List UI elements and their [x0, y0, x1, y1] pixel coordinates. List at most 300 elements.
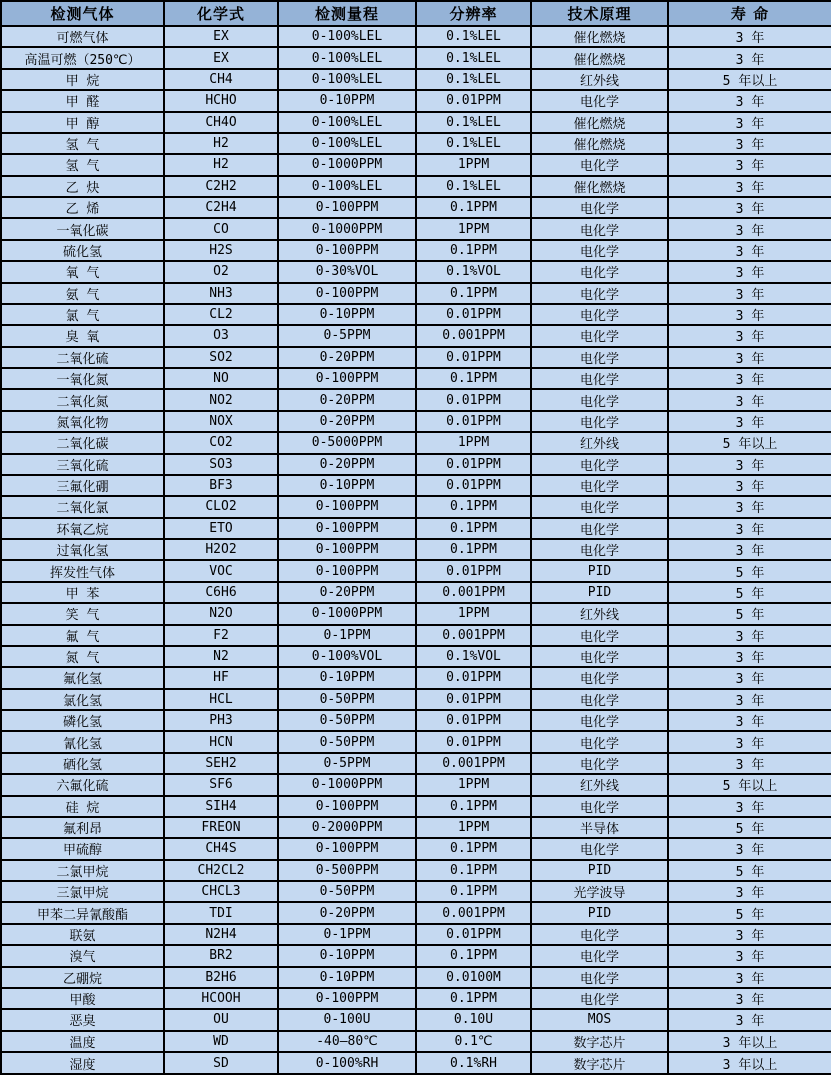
table-cell: 0-30%VOL: [278, 261, 416, 282]
table-cell: 电化学: [531, 411, 668, 432]
table-cell: 0-100%LEL: [278, 133, 416, 154]
table-cell: SO2: [164, 347, 278, 368]
table-cell: 电化学: [531, 218, 668, 239]
table-cell: 1PPM: [416, 432, 531, 453]
table-row: [1, 475, 831, 496]
table-cell: 红外线: [531, 432, 668, 453]
table-cell: 电化学: [531, 475, 668, 496]
table-cell: 1PPM: [416, 603, 531, 624]
table-cell: 六氟化硫: [1, 774, 164, 795]
table-cell: 电化学: [531, 924, 668, 945]
table-row: [1, 582, 831, 603]
table-cell: SIH4: [164, 796, 278, 817]
table-row: [1, 518, 831, 539]
table-row: [1, 838, 831, 859]
table-cell: OU: [164, 1009, 278, 1030]
table-row: [1, 1052, 831, 1074]
table-cell: 硒化氢: [1, 753, 164, 774]
table-cell: 0.01PPM: [416, 667, 531, 688]
table-row: [1, 496, 831, 517]
table-cell: 甲 烷: [1, 69, 164, 90]
table-cell: 电化学: [531, 731, 668, 752]
table-cell: 氢 气: [1, 133, 164, 154]
table-cell: 电化学: [531, 325, 668, 346]
table-cell: 电化学: [531, 304, 668, 325]
table-cell: 0-1000PPM: [278, 218, 416, 239]
table-cell: 0.1PPM: [416, 283, 531, 304]
table-cell: 0-20PPM: [278, 454, 416, 475]
table-cell: 0.01PPM: [416, 560, 531, 581]
table-row: [1, 112, 831, 133]
table-cell: 0.1PPM: [416, 860, 531, 881]
table-cell: 3 年: [668, 710, 831, 731]
table-cell: 0.01PPM: [416, 90, 531, 111]
table-cell: 一氧化碳: [1, 218, 164, 239]
table-cell: 三氧化硫: [1, 454, 164, 475]
table-cell: SEH2: [164, 753, 278, 774]
table-row: [1, 240, 831, 261]
table-cell: 0.1PPM: [416, 496, 531, 517]
table-cell: 0.01PPM: [416, 454, 531, 475]
table-cell: 半导体: [531, 817, 668, 838]
table-cell: 3 年: [668, 112, 831, 133]
table-cell: 0-100U: [278, 1009, 416, 1030]
table-cell: 0.1%LEL: [416, 26, 531, 47]
table-cell: TDI: [164, 902, 278, 923]
table-cell: 联氨: [1, 924, 164, 945]
table-cell: PID: [531, 902, 668, 923]
table-cell: 3 年: [668, 689, 831, 710]
table-cell: 5 年: [668, 817, 831, 838]
table-cell: 电化学: [531, 90, 668, 111]
table-row: [1, 325, 831, 346]
table-row: [1, 860, 831, 881]
table-row: [1, 774, 831, 795]
table-cell: 数字芯片: [531, 1052, 668, 1074]
table-row: [1, 90, 831, 111]
table-cell: 0-2000PPM: [278, 817, 416, 838]
table-cell: 0.01PPM: [416, 347, 531, 368]
table-cell: 0.01PPM: [416, 689, 531, 710]
table-cell: 氢 气: [1, 154, 164, 175]
table-row: [1, 133, 831, 154]
table-cell: 0.01PPM: [416, 731, 531, 752]
table-cell: 电化学: [531, 838, 668, 859]
table-cell: CH4S: [164, 838, 278, 859]
table-cell: 0-100PPM: [278, 197, 416, 218]
table-cell: NOX: [164, 411, 278, 432]
table-cell: 0.1℃: [416, 1031, 531, 1052]
table-cell: 0-50PPM: [278, 689, 416, 710]
table-cell: H2O2: [164, 539, 278, 560]
table-cell: 0-100PPM: [278, 796, 416, 817]
table-cell: 0-500PPM: [278, 860, 416, 881]
table-cell: PID: [531, 860, 668, 881]
table-row: [1, 389, 831, 410]
table-cell: 电化学: [531, 945, 668, 966]
table-cell: HCL: [164, 689, 278, 710]
table-cell: 0-5PPM: [278, 325, 416, 346]
column-header-principle: 技术原理: [531, 1, 668, 26]
table-cell: 臭 氧: [1, 325, 164, 346]
table-cell: 氟利昂: [1, 817, 164, 838]
table-cell: 0-100PPM: [278, 496, 416, 517]
table-cell: 0.01PPM: [416, 411, 531, 432]
table-cell: 甲 醛: [1, 90, 164, 111]
table-cell: 3 年: [668, 625, 831, 646]
table-cell: EX: [164, 47, 278, 68]
table-cell: 0-100%VOL: [278, 646, 416, 667]
table-cell: 3 年: [668, 881, 831, 902]
table-cell: CH4: [164, 69, 278, 90]
table-cell: 1PPM: [416, 817, 531, 838]
table-row: [1, 176, 831, 197]
table-cell: 0-20PPM: [278, 411, 416, 432]
table-cell: 0.1%RH: [416, 1052, 531, 1074]
table-cell: 3 年: [668, 261, 831, 282]
column-header-resolution: 分辨率: [416, 1, 531, 26]
table-cell: 0-100PPM: [278, 560, 416, 581]
table-row: [1, 347, 831, 368]
table-cell: 3 年: [668, 454, 831, 475]
table-cell: 0.1PPM: [416, 988, 531, 1009]
table-cell: BR2: [164, 945, 278, 966]
table-cell: 3 年: [668, 325, 831, 346]
column-header-formula: 化学式: [164, 1, 278, 26]
table-row: [1, 881, 831, 902]
table-cell: 二氧化氯: [1, 496, 164, 517]
table-cell: 0-100PPM: [278, 518, 416, 539]
table-cell: 0-20PPM: [278, 389, 416, 410]
table-cell: O2: [164, 261, 278, 282]
table-row: [1, 603, 831, 624]
table-cell: 0.001PPM: [416, 625, 531, 646]
table-cell: 0-1PPM: [278, 924, 416, 945]
table-cell: HCHO: [164, 90, 278, 111]
column-header-range: 检测量程: [278, 1, 416, 26]
table-row: [1, 69, 831, 90]
table-cell: 5 年: [668, 560, 831, 581]
table-cell: 3 年: [668, 667, 831, 688]
table-row: [1, 625, 831, 646]
table-cell: 湿度: [1, 1052, 164, 1074]
table-cell: 5 年: [668, 860, 831, 881]
table-cell: 0-10PPM: [278, 90, 416, 111]
table-cell: 0-100PPM: [278, 283, 416, 304]
table-cell: 0-50PPM: [278, 710, 416, 731]
table-row: [1, 47, 831, 68]
table-row: [1, 368, 831, 389]
table-cell: 3 年: [668, 753, 831, 774]
table-row: [1, 154, 831, 175]
table-cell: 0-10PPM: [278, 667, 416, 688]
table-cell: 乙硼烷: [1, 967, 164, 988]
table-cell: 3 年: [668, 411, 831, 432]
table-row: [1, 26, 831, 47]
table-cell: PH3: [164, 710, 278, 731]
table-cell: SF6: [164, 774, 278, 795]
table-row: [1, 689, 831, 710]
table-cell: 3 年: [668, 47, 831, 68]
table-cell: 0.1PPM: [416, 838, 531, 859]
table-row: [1, 646, 831, 667]
table-cell: -40—80℃: [278, 1031, 416, 1052]
table-cell: 5 年: [668, 902, 831, 923]
table-cell: CH2CL2: [164, 860, 278, 881]
header-row: [1, 1, 831, 26]
table-cell: 3 年: [668, 496, 831, 517]
table-cell: 0.1PPM: [416, 368, 531, 389]
table-row: [1, 197, 831, 218]
table-cell: 0-100%LEL: [278, 176, 416, 197]
table-cell: 3 年: [668, 475, 831, 496]
table-cell: 乙 烯: [1, 197, 164, 218]
table-cell: 红外线: [531, 774, 668, 795]
table-cell: MOS: [531, 1009, 668, 1030]
table-cell: 高温可燃（250℃）: [1, 47, 164, 68]
table-cell: 0-100%RH: [278, 1052, 416, 1074]
table-cell: 甲酸: [1, 988, 164, 1009]
table-cell: 电化学: [531, 967, 668, 988]
table-cell: 3 年: [668, 838, 831, 859]
table-cell: 0.1PPM: [416, 539, 531, 560]
table-cell: 电化学: [531, 283, 668, 304]
table-cell: 催化燃烧: [531, 112, 668, 133]
table-cell: 挥发性气体: [1, 560, 164, 581]
table-cell: 电化学: [531, 539, 668, 560]
table-cell: FREON: [164, 817, 278, 838]
table-cell: 0-1000PPM: [278, 603, 416, 624]
table-cell: HCOOH: [164, 988, 278, 1009]
table-cell: 0.1%LEL: [416, 112, 531, 133]
table-cell: 电化学: [531, 389, 668, 410]
table-cell: SO3: [164, 454, 278, 475]
table-row: [1, 1031, 831, 1052]
table-cell: 过氧化氢: [1, 539, 164, 560]
table-cell: 电化学: [531, 154, 668, 175]
table-cell: 3 年: [668, 967, 831, 988]
table-cell: 0.01PPM: [416, 710, 531, 731]
table-cell: SD: [164, 1052, 278, 1074]
table-row: [1, 304, 831, 325]
table-cell: PID: [531, 560, 668, 581]
table-cell: 氨 气: [1, 283, 164, 304]
table-cell: 3 年: [668, 283, 831, 304]
table-cell: 0-100%LEL: [278, 26, 416, 47]
table-cell: 恶臭: [1, 1009, 164, 1030]
table-row: [1, 218, 831, 239]
table-cell: 一氧化氮: [1, 368, 164, 389]
table-cell: 电化学: [531, 454, 668, 475]
table-cell: 催化燃烧: [531, 133, 668, 154]
table-cell: 1PPM: [416, 154, 531, 175]
table-cell: 电化学: [531, 710, 668, 731]
table-cell: CO: [164, 218, 278, 239]
table-cell: 3 年: [668, 240, 831, 261]
table-row: [1, 432, 831, 453]
table-cell: 甲硫醇: [1, 838, 164, 859]
table-cell: 氯 气: [1, 304, 164, 325]
table-cell: 1PPM: [416, 774, 531, 795]
table-cell: 3 年: [668, 347, 831, 368]
table-cell: 0.001PPM: [416, 325, 531, 346]
table-cell: 0-1000PPM: [278, 774, 416, 795]
table-cell: 0-20PPM: [278, 582, 416, 603]
table-cell: 3 年: [668, 796, 831, 817]
table-cell: 0-100PPM: [278, 240, 416, 261]
table-cell: 3 年以上: [668, 1052, 831, 1074]
table-cell: ETO: [164, 518, 278, 539]
table-cell: 0-20PPM: [278, 347, 416, 368]
table-cell: 0-100PPM: [278, 539, 416, 560]
table-cell: 0-100%LEL: [278, 112, 416, 133]
table-cell: 温度: [1, 1031, 164, 1052]
table-row: [1, 710, 831, 731]
table-cell: 3 年: [668, 154, 831, 175]
table-cell: 二氧化碳: [1, 432, 164, 453]
table-row: [1, 796, 831, 817]
table-cell: H2S: [164, 240, 278, 261]
table-cell: 0-50PPM: [278, 731, 416, 752]
table-cell: HCN: [164, 731, 278, 752]
table-cell: 3 年: [668, 368, 831, 389]
table-cell: 3 年: [668, 133, 831, 154]
table-cell: 3 年: [668, 176, 831, 197]
table-cell: 3 年: [668, 1009, 831, 1030]
table-cell: 5 年以上: [668, 432, 831, 453]
table-cell: 0-100%LEL: [278, 69, 416, 90]
table-cell: C2H4: [164, 197, 278, 218]
table-row: [1, 539, 831, 560]
table-cell: 0-10PPM: [278, 304, 416, 325]
table-cell: 笑 气: [1, 603, 164, 624]
table-cell: 0.1%LEL: [416, 69, 531, 90]
table-cell: 电化学: [531, 240, 668, 261]
table-cell: C6H6: [164, 582, 278, 603]
table-cell: 3 年: [668, 646, 831, 667]
column-header-gas: 检测气体: [1, 1, 164, 26]
table-cell: 0.1PPM: [416, 881, 531, 902]
table-cell: 电化学: [531, 347, 668, 368]
table-cell: H2: [164, 133, 278, 154]
table-cell: 环氧乙烷: [1, 518, 164, 539]
table-cell: 氮氧化物: [1, 411, 164, 432]
table-cell: 5 年: [668, 582, 831, 603]
table-cell: 电化学: [531, 496, 668, 517]
table-row: [1, 454, 831, 475]
table-cell: 二氧化硫: [1, 347, 164, 368]
table-cell: 甲 醇: [1, 112, 164, 133]
table-cell: 催化燃烧: [531, 26, 668, 47]
table-row: [1, 283, 831, 304]
table-cell: 硫化氢: [1, 240, 164, 261]
table-cell: 0.1PPM: [416, 518, 531, 539]
table-cell: 甲 苯: [1, 582, 164, 603]
table-row: [1, 261, 831, 282]
table-cell: 氧 气: [1, 261, 164, 282]
table-cell: F2: [164, 625, 278, 646]
table-cell: 3 年: [668, 924, 831, 945]
table-cell: VOC: [164, 560, 278, 581]
table-cell: 0-20PPM: [278, 902, 416, 923]
table-cell: 0-50PPM: [278, 881, 416, 902]
table-cell: 3 年: [668, 539, 831, 560]
table-cell: 氟化氢: [1, 667, 164, 688]
table-cell: 0.01PPM: [416, 304, 531, 325]
table-cell: 氰化氢: [1, 731, 164, 752]
table-cell: 0.1PPM: [416, 197, 531, 218]
table-cell: 5 年: [668, 603, 831, 624]
table-cell: 数字芯片: [531, 1031, 668, 1052]
table-cell: 0-10PPM: [278, 475, 416, 496]
table-cell: 0-10PPM: [278, 945, 416, 966]
table-cell: 催化燃烧: [531, 47, 668, 68]
table-row: [1, 924, 831, 945]
table-cell: 0-1PPM: [278, 625, 416, 646]
table-cell: B2H6: [164, 967, 278, 988]
table-row: [1, 817, 831, 838]
table-cell: 三氟化硼: [1, 475, 164, 496]
table-cell: 5 年以上: [668, 774, 831, 795]
table-cell: 0-5000PPM: [278, 432, 416, 453]
table-cell: 0.0100M: [416, 967, 531, 988]
table-body: [1, 26, 831, 1074]
table-cell: 0.1PPM: [416, 240, 531, 261]
table-cell: 0.1%LEL: [416, 47, 531, 68]
table-cell: 0.1%VOL: [416, 646, 531, 667]
table-cell: 0.001PPM: [416, 753, 531, 774]
table-cell: 甲苯二异氰酸酯: [1, 902, 164, 923]
table-cell: 0.01PPM: [416, 924, 531, 945]
table-cell: 3 年以上: [668, 1031, 831, 1052]
table-row: [1, 945, 831, 966]
table-cell: 催化燃烧: [531, 176, 668, 197]
table-cell: 0.1%LEL: [416, 176, 531, 197]
table-cell: 二氧化氮: [1, 389, 164, 410]
table-cell: 二氯甲烷: [1, 860, 164, 881]
table-cell: 0.01PPM: [416, 389, 531, 410]
table-cell: 3 年: [668, 197, 831, 218]
table-cell: 乙 炔: [1, 176, 164, 197]
table-cell: HF: [164, 667, 278, 688]
table-cell: 0.1PPM: [416, 945, 531, 966]
table-row: [1, 753, 831, 774]
table-cell: 3 年: [668, 389, 831, 410]
table-cell: 氟 气: [1, 625, 164, 646]
table-cell: 0-1000PPM: [278, 154, 416, 175]
table-cell: 0-100%LEL: [278, 47, 416, 68]
table-cell: C2H2: [164, 176, 278, 197]
column-header-lifespan: 寿 命: [668, 1, 831, 26]
table-cell: 溴气: [1, 945, 164, 966]
table-cell: PID: [531, 582, 668, 603]
table-row: [1, 1009, 831, 1030]
table-cell: 0.1PPM: [416, 796, 531, 817]
table-cell: 电化学: [531, 988, 668, 1009]
table-cell: 氯化氢: [1, 689, 164, 710]
table-cell: NO: [164, 368, 278, 389]
table-cell: 0.001PPM: [416, 582, 531, 603]
table-cell: 0-10PPM: [278, 967, 416, 988]
table-cell: NH3: [164, 283, 278, 304]
table-cell: 电化学: [531, 518, 668, 539]
table-cell: N2: [164, 646, 278, 667]
table-cell: 3 年: [668, 90, 831, 111]
table-cell: WD: [164, 1031, 278, 1052]
table-cell: 3 年: [668, 26, 831, 47]
table-cell: 电化学: [531, 368, 668, 389]
table-cell: 3 年: [668, 218, 831, 239]
